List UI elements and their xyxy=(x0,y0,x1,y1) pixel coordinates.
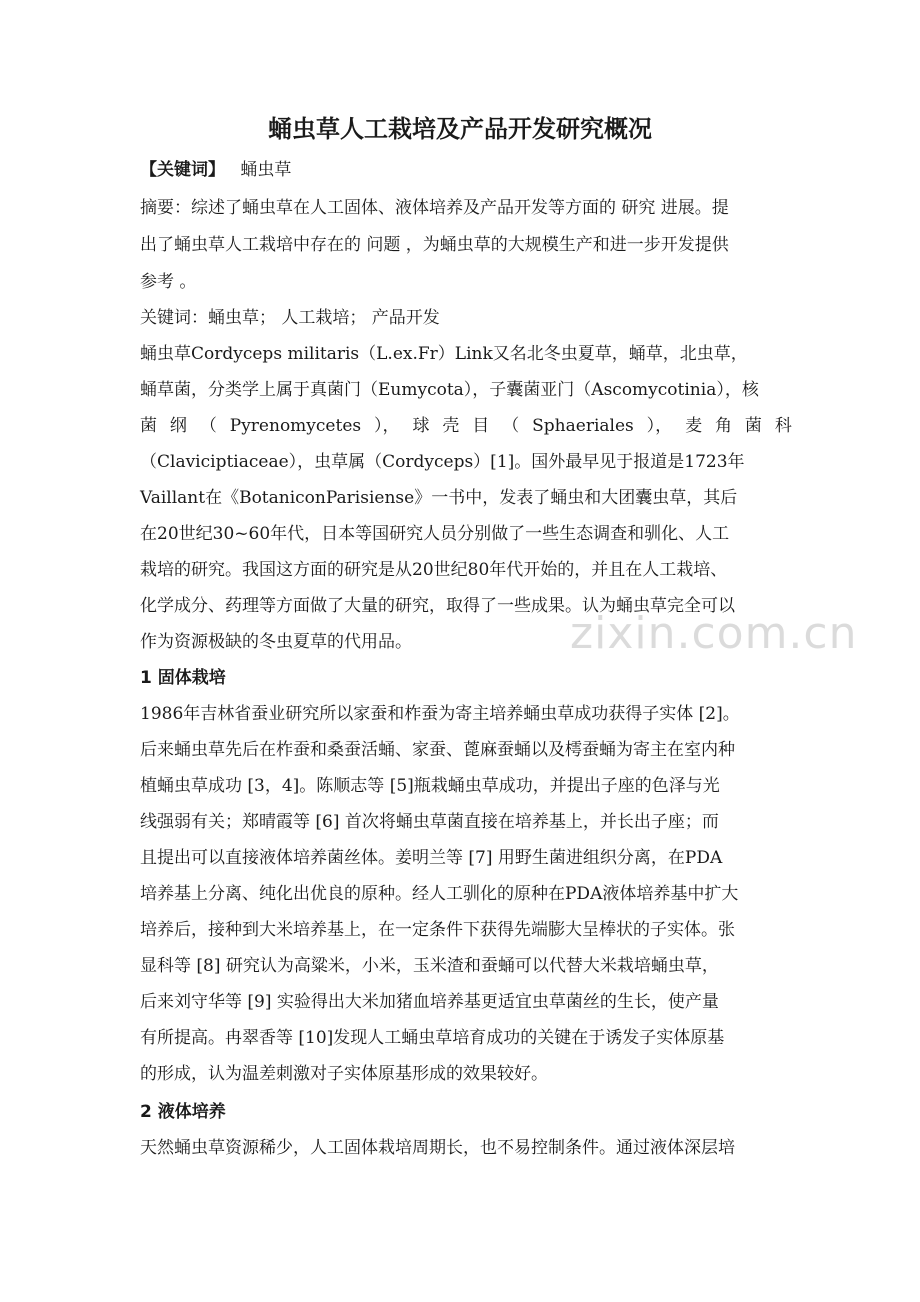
abstract-line: 出了蛹虫草人工栽培中存在的 问题 ，为蛹虫草的大规模生产和进一步开发提供 xyxy=(140,235,729,255)
body-line: 天然蛹虫草资源稀少，人工固体栽培周期长，也不易控制条件。通过液体深层培 xyxy=(140,1138,735,1158)
section-heading-1: 1 固体栽培 xyxy=(140,668,226,688)
body-line: 在20世纪30~60年代，日本等国研究人员分别做了一些生态调查和驯化、人工 xyxy=(140,524,730,544)
word: 菌 xyxy=(744,416,762,436)
word: Pyrenomycetes xyxy=(229,416,362,436)
word: 纲 xyxy=(169,416,187,436)
body-line: 培养基上分离、纯化出优良的原种。经人工驯化的原种在PDA液体培养基中扩大 xyxy=(140,884,739,904)
word: 科 xyxy=(774,416,792,436)
body-line: 1986年吉林省蚕业研究所以家蚕和柞蚕为寄主培养蛹虫草成功获得子实体 [2]。 xyxy=(140,704,740,724)
section-heading-2: 2 液体培养 xyxy=(140,1102,226,1122)
body-line: 作为资源极缺的冬虫夏草的代用品。 xyxy=(140,632,412,652)
body-line: 后来蛹虫草先后在柞蚕和桑蚕活蛹、家蚕、蓖麻蚕蛹以及樗蚕蛹为寄主在室内种 xyxy=(140,740,735,760)
keywords-header-value: 蛹虫草 xyxy=(240,160,292,180)
word: 壳 xyxy=(442,416,460,436)
body-line: 培养后，接种到大米培养基上，在一定条件下获得先端膨大呈棒状的子实体。张 xyxy=(140,920,735,940)
body-line: Vaillant在《BotaniconParisiense》一书中，发表了蛹虫和大团囊虫草，其后 xyxy=(140,488,738,508)
abstract-line: 摘要：综述了蛹虫草在人工固体、液体培养及产品开发等方面的 研究 进展。提 xyxy=(140,198,729,218)
word: ）， xyxy=(646,416,673,436)
document-title: 蛹虫草人工栽培及产品开发研究概况 xyxy=(268,115,652,143)
body-line: 蛹虫草Cordyceps militaris（L.ex.Fr）Link又名北冬虫夏草，蛹草，北虫草， xyxy=(140,344,748,364)
word: 麦 xyxy=(685,416,703,436)
abstract-line: 参考 。 xyxy=(140,272,197,292)
keywords-header xyxy=(140,158,792,182)
body-line: 显科等 [8] 研究认为高粱米，小米，玉米渣和蚕蛹可以代替大米栽培蛹虫草， xyxy=(140,956,719,976)
word: ）， xyxy=(374,416,400,436)
body-line: 化学成分、药理等方面做了大量的研究，取得了一些成果。认为蛹虫草完全可以 xyxy=(140,596,735,616)
word: Sphaeriales xyxy=(532,416,634,436)
body-line: 后来刘守华等 [9] 实验得出大米加猪血培养基更适宜虫草菌丝的生长，使产量 xyxy=(140,992,719,1012)
body-line: 植蛹虫草成功 [3，4]。陈顺志等 [5]瓶栽蛹虫草成功，并提出子座的色泽与光 xyxy=(140,776,720,796)
word: （ xyxy=(502,416,520,436)
body-line-justified xyxy=(140,414,792,438)
keywords-header-label: 【关键词】 xyxy=(140,160,225,180)
body-line: 线强弱有关；郑晴霞等 [6] 首次将蛹虫草菌直接在培养基上，并长出子座；而 xyxy=(140,812,719,832)
body-line: 栽培的研究。我国这方面的研究是从20世纪80年代开始的，并且在人工栽培、 xyxy=(140,560,728,580)
watermark: zixin.com.cn xyxy=(570,608,858,659)
body-line: 蛹草菌，分类学上属于真菌门（Eumycota），子囊菌亚门（Ascomycotinia），核 xyxy=(140,380,759,400)
keywords-line: 关键词：蛹虫草； 人工栽培； 产品开发 xyxy=(140,308,440,328)
body-line: （Claviciptiaceae），虫草属（Cordyceps）[1]。国外最早见于报道是1723年 xyxy=(140,452,745,472)
word: 菌 xyxy=(140,416,157,436)
word: 角 xyxy=(715,416,732,436)
body-line: 有所提高。冉翠香等 [10]发现人工蛹虫草培育成功的关键在于诱发子实体原基 xyxy=(140,1028,725,1048)
body-line: 的形成，认为温差刺激对子实体原基形成的效果较好。 xyxy=(140,1064,548,1084)
word: 球 xyxy=(412,416,430,436)
body-line: 且提出可以直接液体培养菌丝体。姜明兰等 [7] 用野生菌进组织分离，在PDA xyxy=(140,848,723,868)
word: （ xyxy=(199,416,217,436)
word: 目 xyxy=(472,416,490,436)
